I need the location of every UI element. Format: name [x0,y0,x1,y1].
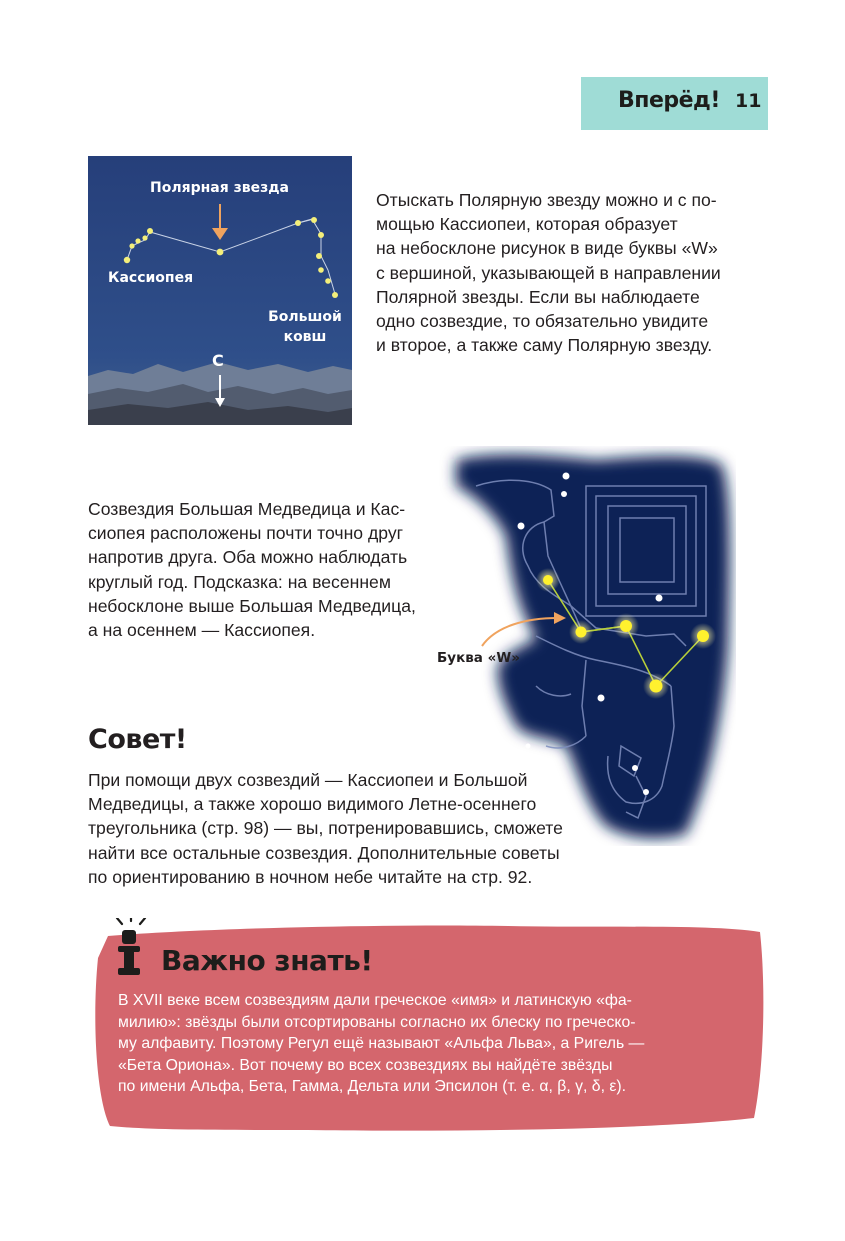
text-line: Полярной звезды. Если вы наблюдаете [376,286,700,307]
background-star [561,491,567,497]
background-star [526,744,531,749]
big-dipper-star [316,253,322,259]
text-line: небосклоне выше Большая Медведица, [88,595,416,616]
text-line: круглый год. Подсказка: на весеннем [88,571,391,592]
w-star [620,620,632,632]
text-line: и второе, а также саму Полярную звезду. [376,335,713,356]
w-letter-label: Буква «W» [437,650,520,666]
big-dipper-star [318,232,324,238]
big-dipper-star [311,217,317,223]
background-star [656,595,663,602]
section-title: Вперёд! [618,88,720,113]
text-line: по ориентированию в ночном небе читайте на стр. 92. [88,866,533,887]
text-line: одно созвездие, то обязательно увидите [376,311,709,332]
north-label: С [212,351,224,370]
cassiopeia-star [124,257,130,263]
big-dipper-star [325,278,331,284]
text-line: по имени Альфа, Бета, Гамма, Дельта или Эпсилон (т. е. α, β, γ, δ, ε). [118,1078,627,1096]
text-line: Созвездия Большая Медведица и Кас- [88,499,406,519]
text-line: найти все остальные созвездия. Дополнительные советы [88,842,560,863]
background-star [598,695,605,702]
big-dipper-label-line: Большой [268,309,342,325]
text-line: При помощи двух созвездий — Кассиопеи и Большой [88,770,528,790]
text-line: а на осеннем — Кассиопея. [88,620,316,641]
text-line: с вершиной, указывающей в направлении [376,262,721,283]
advice-paragraph [88,768,563,889]
info-paragraph [118,990,644,1098]
page-number: 11 [735,90,762,112]
background-star [643,789,649,795]
polaris-sky-illustration [88,156,352,425]
cassiopeia-star [147,228,153,234]
big-dipper-star [318,267,324,273]
big-dipper-star [332,292,338,298]
text-line: В XVII веке всем созвездиям дали греческое «имя» и латинскую «фа- [118,992,632,1009]
background-star [632,765,638,771]
text-line: му алфавиту. Поэтому Регул ещё называют «Альфа Льва», а Ригель — [118,1035,645,1053]
cassiopeia-paragraph [88,497,416,642]
text-line: на небосклоне рисунок в виде буквы «W» [376,238,718,259]
polaris-star [217,249,224,256]
text-line: «Бета Ориона». Вот почему во всех созвездиях вы найдёте звёзды [118,1056,613,1074]
w-star [543,575,553,585]
big-dipper-label-line: ковш [283,329,327,345]
big-dipper-label [268,307,342,347]
background-star [518,523,525,530]
text-line: мощью Кассиопеи, которая образует [376,214,678,235]
cassiopeia-star [129,243,134,248]
cassiopeia-star [135,238,140,243]
intro-paragraph [376,188,721,357]
w-star [576,627,587,638]
text-line: напротив друга. Оба можно наблюдать [88,547,408,568]
text-line: Отыскать Полярную звезду можно и с по- [376,190,717,210]
background-star [563,473,570,480]
cassiopeia-label: Кассиопея [108,270,194,286]
text-line: Медведицы, а также хорошо видимого Летне-осеннего [88,794,537,815]
big-dipper-star [295,220,301,226]
text-line: милию»: звёзды были отсортированы согласно их блеску по греческо- [118,1013,636,1031]
w-star [697,630,709,642]
text-line: треугольника (стр. 98) — вы, потренировавшись, сможете [88,818,563,839]
info-title: Важно знать! [161,944,373,977]
polaris-label: Полярная звезда [150,180,289,196]
w-star [650,680,663,693]
advice-title: Совет! [88,724,187,755]
cassiopeia-star [142,235,147,240]
text-line: сиопея расположены почти точно друг [88,523,404,544]
